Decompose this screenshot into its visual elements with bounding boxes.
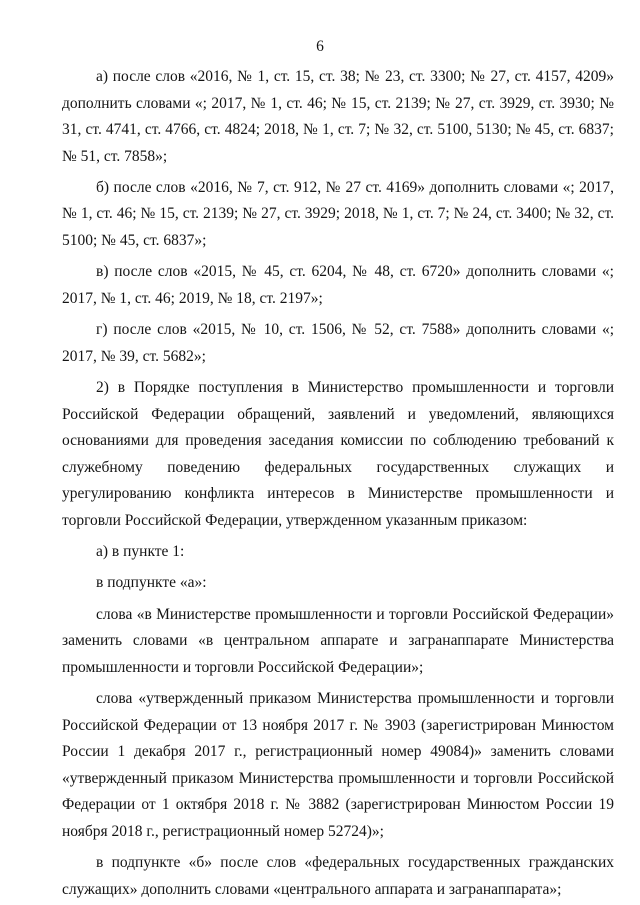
paragraph-amendment-v: в) после слов «2015, № 45, ст. 6204, № 48, ст. 6720» дополнить словами «; 2017, № 1, ст. 46; 2019, № 18, ст. 2197»; — [62, 263, 614, 307]
paragraph-words-replace-2: слова «утвержденный приказом Министерства промышленности и торговли Российской Федерации от 13 ноября 2017 г. № 3903 (зарегистрирован Минюстом России 1 декабря 2017 г., регистрационный номер 49084)» заменить словами «утвержденный приказом Министерства промышленности и торговли Российской Федерации от 1 октября 2018 г. № 3882 (зарегистрирован Минюстом России 19 ноября 2018 г., регистрационный номер 52724)»; — [62, 690, 614, 840]
paragraph-subpoint-b: в подпункте «б» после слов «федеральных государственных гражданских служащих» дополнить словами «центрального аппарата и загранаппарата»; — [62, 854, 614, 898]
paragraph-subpoint-a: в подпункте «а»: — [96, 574, 207, 592]
paragraph-amendment-a: а) после слов «2016, № 1, ст. 15, ст. 38; № 23, ст. 3300; № 27, ст. 4157, 4209» дополнить словами «; 2017, № 1, ст. 46; № 15, ст. 2139; № 27, ст. 3929, ст. 3930; № 31, ст. 4741, ст. 4766, ст. 4824; 2018, № 1, ст. 7; № 32, ст. 5100, 5130; № 45, ст. 6837; № 51, ст. 7858»; — [62, 68, 614, 165]
paragraph-item-2: 2) в Порядке поступления в Министерство промышленности и торговли Российской Федерации обращений, заявлений и уведомлений, являющихся основаниями для проведения заседания комиссии по соблюдению требований к служебному поведению федеральных государственных служащих и урегулированию конфликта интересов в Министерстве промышленности и торговли Российской Федерации, утвержденном указанным приказом: — [62, 379, 614, 529]
page-number: 6 — [316, 38, 324, 55]
paragraph-amendment-g: г) после слов «2015, № 10, ст. 1506, № 52, ст. 7588» дополнить словами «; 2017, № 39, ст. 5682»; — [62, 321, 614, 365]
paragraph-point-1: а) в пункте 1: — [96, 542, 185, 560]
paragraph-amendment-b: б) после слов «2016, № 7, ст. 912, № 27 ст. 4169» дополнить словами «; 2017, № 1, ст. 46; № 15, ст. 2139; № 27, ст. 3929; 2018, № 1, ст. 7; № 24, ст. 3400; № 32, ст. 5100; № 45, ст. 6837»; — [62, 178, 614, 249]
document-body — [62, 64, 614, 903]
paragraph-words-replace-1: слова «в Министерстве промышленности и торговли Российской Федерации» заменить словами «в центральном аппарате и загранаппарате Министерства промышленности и торговли Российской Федерации»; — [62, 605, 614, 676]
